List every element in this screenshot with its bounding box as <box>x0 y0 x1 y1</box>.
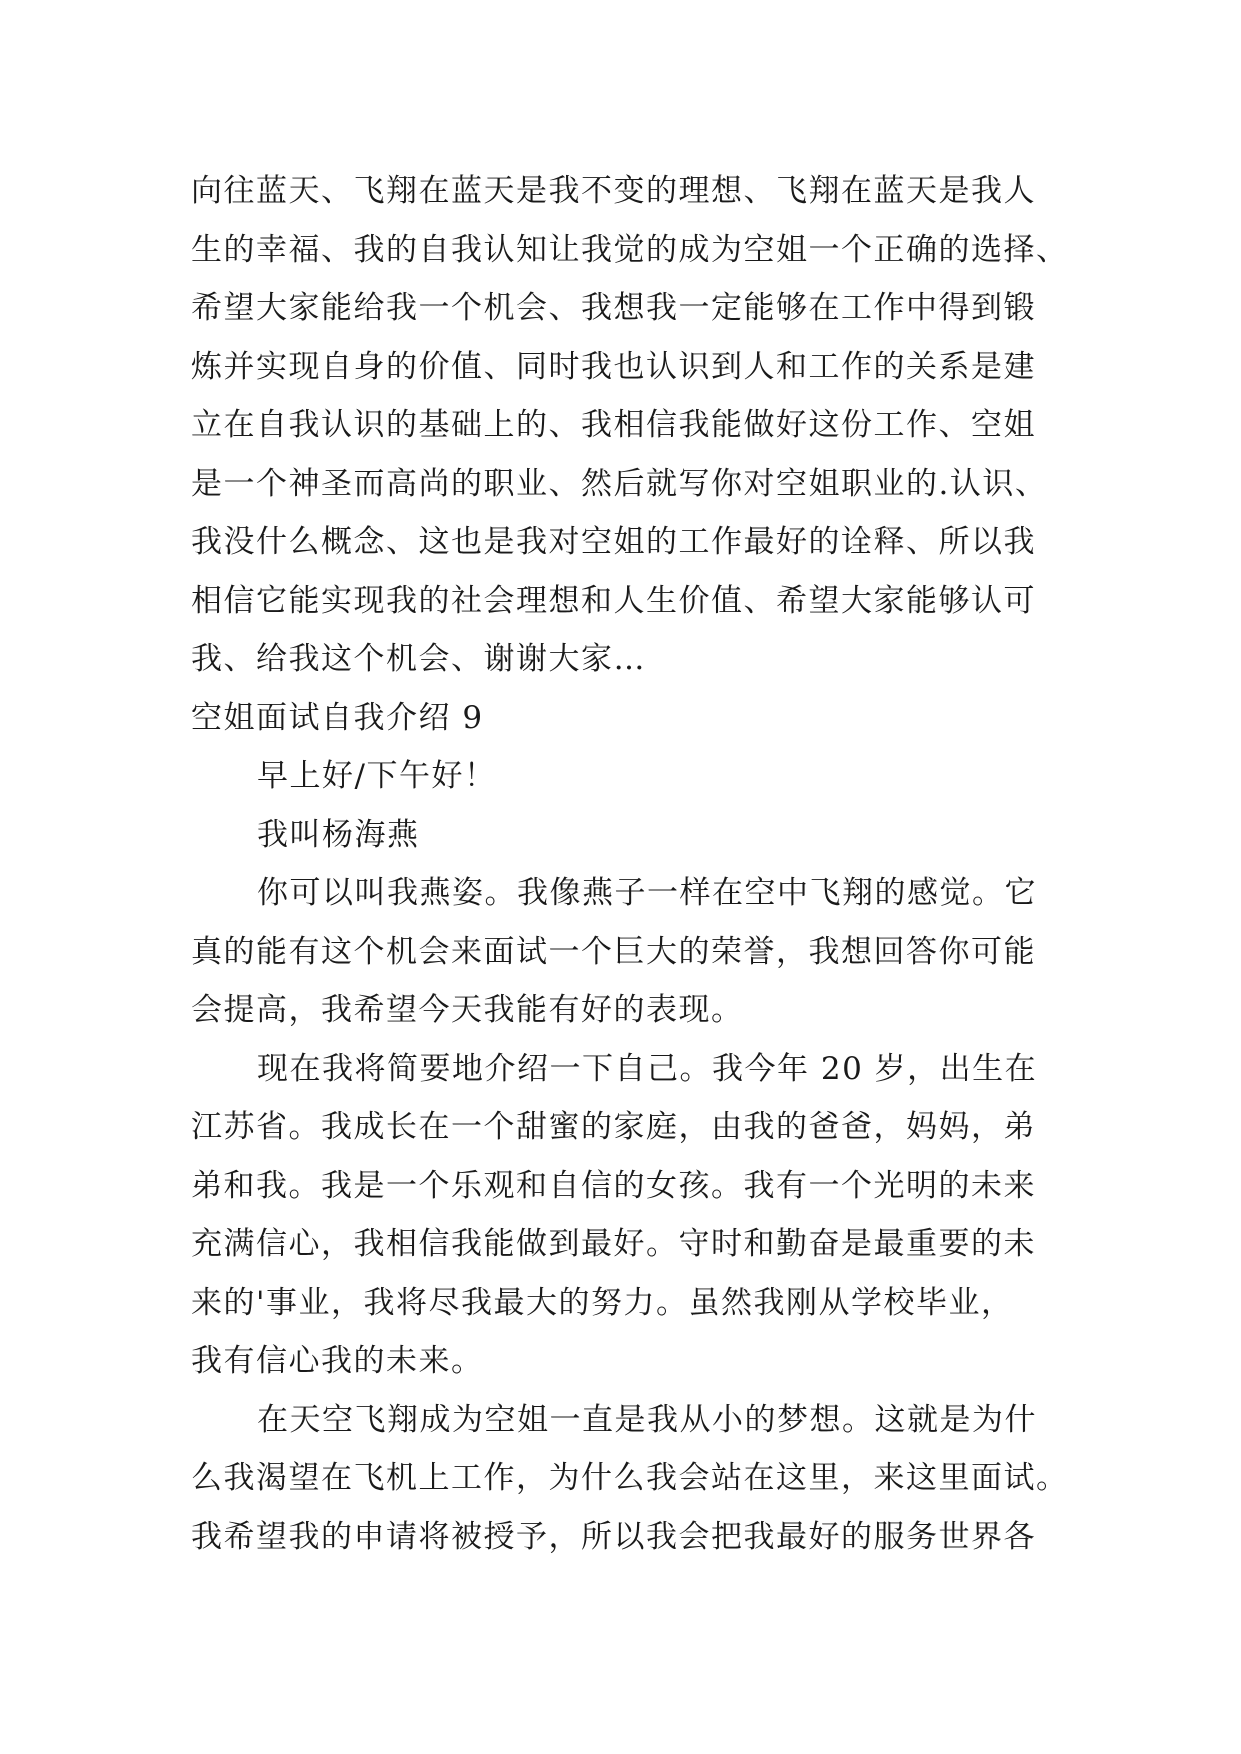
text-line: 你可以叫我燕姿。我像燕子一样在空中飞翔的感觉。它 <box>257 875 1037 911</box>
text-line: 江苏省。我成长在一个甜蜜的家庭，由我的爸爸，妈妈，弟 <box>191 1109 1036 1145</box>
text-line: 么我渴望在飞机上工作，为什么我会站在这里，来这里面试。 <box>191 1460 1069 1496</box>
text-line: 是一个神圣而高尚的职业、然后就写你对空姐职业的.认识、 <box>191 465 1048 502</box>
text-line: 会提高，我希望今天我能有好的表现。 <box>191 992 744 1028</box>
greeting-line: 早上好/下午好！ <box>257 758 497 794</box>
text-line: 在天空飞翔成为空姐一直是我从小的梦想。这就是为什 <box>257 1401 1037 1438</box>
text-line: 我希望我的申请将被授予，所以我会把我最好的服务世界各 <box>191 1518 1036 1555</box>
text-line: 炼并实现自身的价值、同时我也认识到人和工作的关系是建 <box>191 348 1036 385</box>
text-line: 充满信心，我相信我能做到最好。守时和勤奋是最重要的未 <box>191 1226 1036 1262</box>
name-line: 我叫杨海燕 <box>257 816 420 853</box>
document-body <box>191 162 1091 1566</box>
section-heading: 空姐面试自我介绍 9 <box>191 699 484 736</box>
text-line: 我没什么概念、这也是我对空姐的工作最好的诠释、所以我 <box>191 524 1036 560</box>
text-line: 向往蓝天、飞翔在蓝天是我不变的理想、飞翔在蓝天是我人 <box>191 173 1036 209</box>
text-line: 来的'事业，我将尽我最大的努力。虽然我刚从学校毕业， <box>191 1284 1014 1321</box>
text-line: 弟和我。我是一个乐观和自信的女孩。我有一个光明的未来 <box>191 1167 1036 1204</box>
text-line: 希望大家能给我一个机会、我想我一定能够在工作中得到锻 <box>191 290 1036 326</box>
text-line: 立在自我认识的基础上的、我相信我能做好这份工作、空姐 <box>191 407 1036 443</box>
text-line: 生的幸福、我的自我认知让我觉的成为空姐一个正确的选择、 <box>191 231 1069 268</box>
text-line: 我、给我这个机会、谢谢大家… <box>191 641 646 677</box>
text-line: 相信它能实现我的社会理想和人生价值、希望大家能够认可 <box>191 582 1036 619</box>
text-line: 现在我将简要地介绍一下自己。我今年 20 岁，出生在 <box>257 1050 1038 1087</box>
text-line: 真的能有这个机会来面试一个巨大的荣誉，我想回答你可能 <box>191 933 1036 970</box>
text-line: 我有信心我的未来。 <box>191 1343 484 1379</box>
